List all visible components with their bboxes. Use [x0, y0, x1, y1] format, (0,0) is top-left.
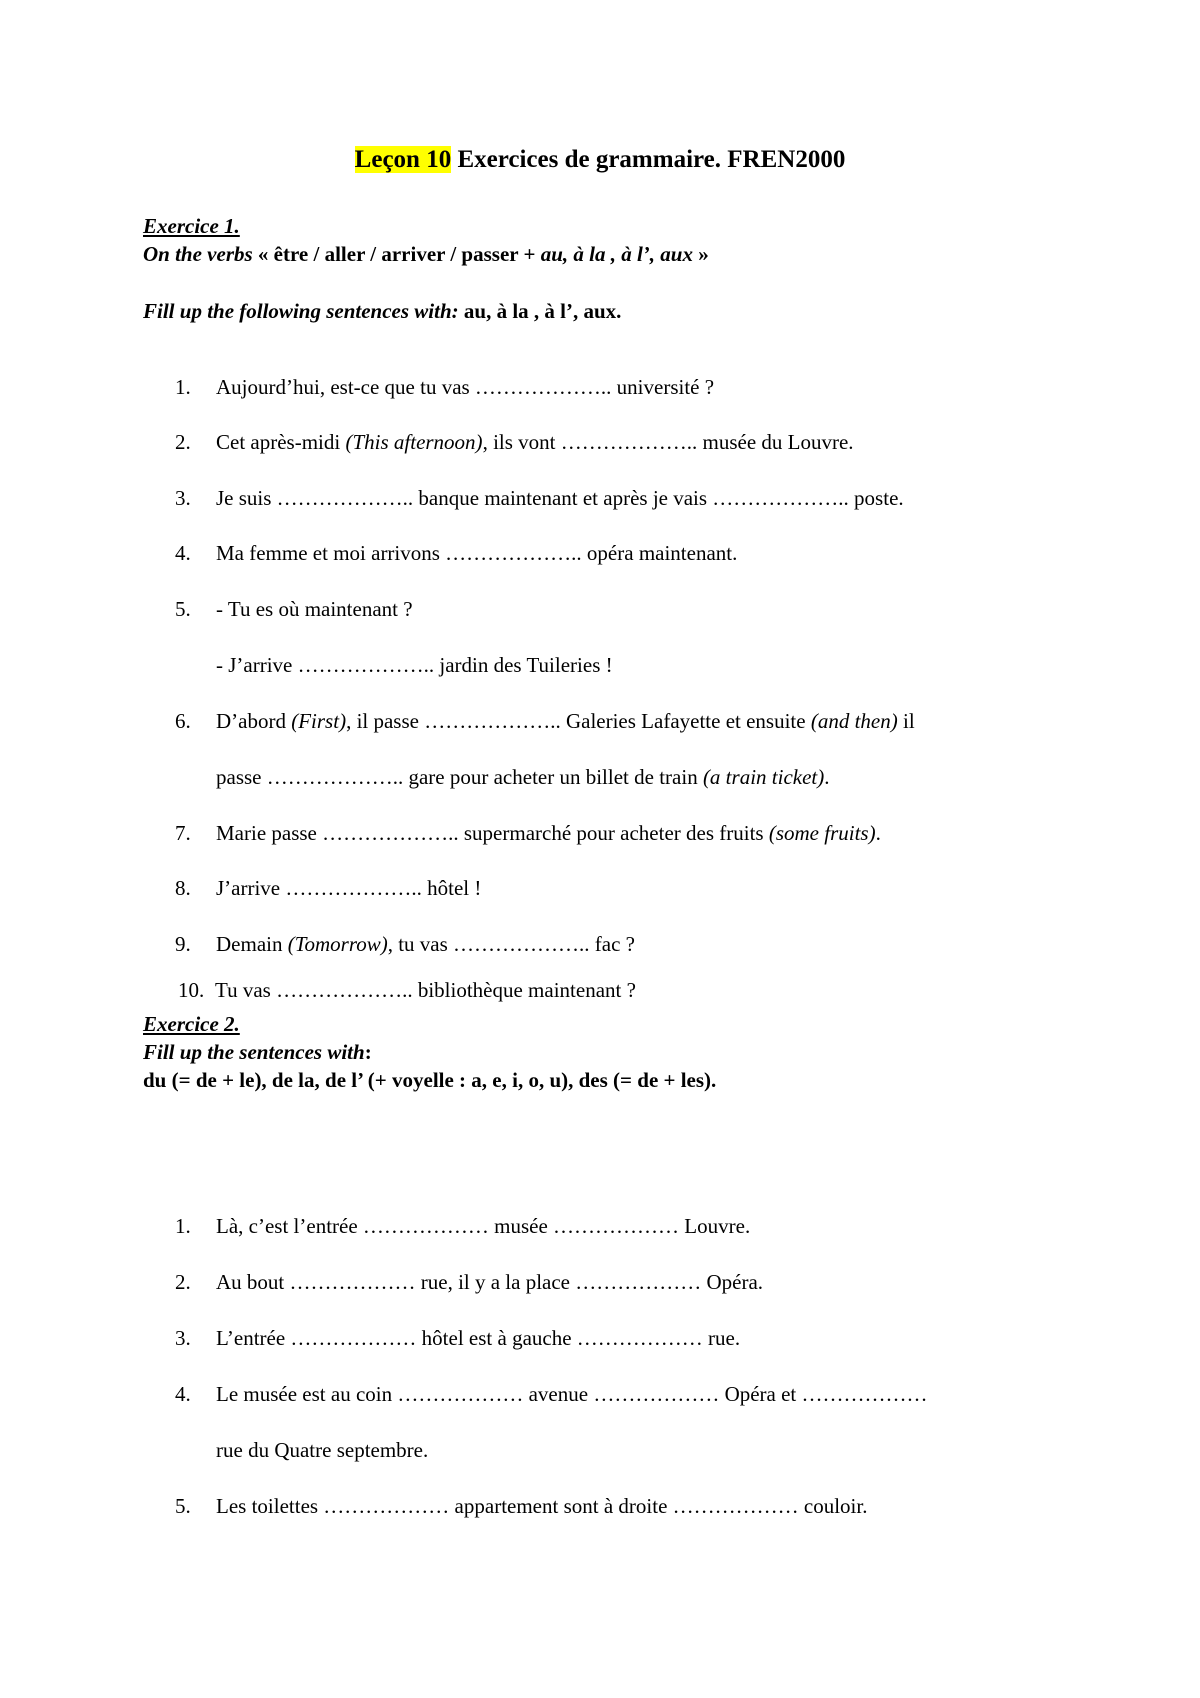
page-title — [0, 145, 1200, 175]
exercise2-item-text — [216, 1380, 928, 1408]
sentence-text: L’entrée ……………… hôtel est à gauche ……………… rue. — [216, 1326, 741, 1350]
exercise1-item-text — [216, 484, 904, 512]
translation-hint: (First) — [291, 709, 347, 733]
exercise2-item-number: 4. — [175, 1382, 191, 1406]
sentence-text: Tu vas ……………….. bibliothèque maintenant ? — [215, 978, 636, 1002]
sentence-text: Là, c’est l’entrée ……………… musée ……………… Louvre. — [216, 1214, 751, 1238]
sentence-text: Je suis ……………….. banque maintenant et après je vais ……………….. poste. — [216, 486, 904, 510]
sentence-text: Marie passe ……………….. supermarché pour acheter des fruits — [216, 821, 769, 845]
exercise2-heading: Exercice 2. — [143, 1012, 240, 1036]
translation-hint: (some fruits) — [768, 821, 876, 845]
exercise2-instruction: Fill up the sentences with: — [143, 1040, 372, 1064]
title-highlight: Leçon 10 — [354, 146, 452, 173]
sentence-text: il — [897, 709, 915, 733]
exercise1-item-text — [216, 819, 881, 847]
sentence-text: . — [875, 821, 881, 845]
exercise1-item-number: 6. — [175, 709, 191, 733]
exercise1-item-number: 7. — [175, 821, 191, 845]
translation-hint: (This afternoon) — [345, 430, 483, 454]
exercise1-item-number: 10. — [178, 978, 205, 1002]
exercise1-item-text — [216, 763, 829, 791]
exercise1-item-number: 1. — [175, 375, 191, 399]
exercise1-item-number: 4. — [175, 541, 191, 565]
exercise1-item-number: 9. — [175, 932, 191, 956]
exercise1-subtitle: On the verbs « être / aller / arriver / passer + au, à la , à l’, aux » — [143, 242, 709, 266]
exercise2-item-text — [216, 1268, 763, 1296]
sentence-text: J’arrive ……………….. hôtel ! — [216, 876, 482, 900]
sentence-text: Ma femme et moi arrivons ……………….. opéra maintenant. — [216, 541, 738, 565]
exercise1-item-text — [216, 930, 635, 958]
exercise1-item-text — [216, 651, 613, 679]
sentence-text: Cet après-midi — [216, 430, 346, 454]
sentence-text: Au bout ……………… rue, il y a la place ……………… Opéra. — [216, 1270, 764, 1294]
exercise2-item-number: 5. — [175, 1494, 191, 1518]
exercise1-heading: Exercice 1. — [143, 214, 240, 238]
sentence-text: D’abord — [216, 709, 292, 733]
translation-hint: (and then) — [810, 709, 898, 733]
exercise2-item-text — [216, 1212, 750, 1240]
title-rest: Exercices de grammaire. FREN2000 — [451, 146, 846, 173]
translation-hint: (a train ticket) — [702, 765, 825, 789]
sentence-text: - J’arrive ……………….. jardin des Tuileries ! — [216, 653, 613, 677]
exercise1-item-text — [215, 976, 636, 1004]
exercise2-item-text — [216, 1324, 740, 1352]
exercise1-item-number: 5. — [175, 597, 191, 621]
sentence-text: , il passe ……………….. Galeries Lafayette et ensuite — [346, 709, 811, 733]
sentence-text: Le musée est au coin ……………… avenue ……………… Opéra et ……………… — [216, 1382, 928, 1406]
sentence-text: rue du Quatre septembre. — [216, 1438, 429, 1462]
exercise1-instruction: Fill up the following sentences with: au, à la , à l’, aux. — [143, 299, 622, 323]
exercise1-item-text — [216, 539, 737, 567]
exercise1-item-text — [216, 428, 854, 456]
exercise1-item-text — [216, 874, 481, 902]
exercise1-item-text — [216, 707, 915, 735]
sentence-text: - Tu es où maintenant ? — [216, 597, 413, 621]
sentence-text: , tu vas ……………….. fac ? — [387, 932, 636, 956]
sentence-text: Les toilettes ……………… appartement sont à droite ……………… couloir. — [216, 1494, 868, 1518]
exercise1-item-number: 3. — [175, 486, 191, 510]
exercise1-item-number: 8. — [175, 876, 191, 900]
exercise2-item-number: 1. — [175, 1214, 191, 1238]
exercise2-item-number: 2. — [175, 1270, 191, 1294]
sentence-text: . — [824, 765, 830, 789]
exercise1-item-text — [216, 373, 714, 401]
exercise2-item-number: 3. — [175, 1326, 191, 1350]
exercise2-forms: du (= de + le), de la, de l’ (+ voyelle : a, e, i, o, u), des (= de + les). — [143, 1068, 717, 1092]
exercise1-item-text — [216, 595, 413, 623]
sentence-text: Demain — [216, 932, 288, 956]
sentence-text: passe ……………….. gare pour acheter un billet de train — [216, 765, 703, 789]
translation-hint: (Tomorrow) — [287, 932, 388, 956]
sentence-text: Aujourd’hui, est-ce que tu vas ……………….. université ? — [216, 375, 715, 399]
sentence-text: , ils vont ……………….. musée du Louvre. — [482, 430, 854, 454]
exercise2-item-text — [216, 1492, 867, 1520]
exercise1-item-number: 2. — [175, 430, 191, 454]
exercise2-item-text — [216, 1436, 428, 1464]
